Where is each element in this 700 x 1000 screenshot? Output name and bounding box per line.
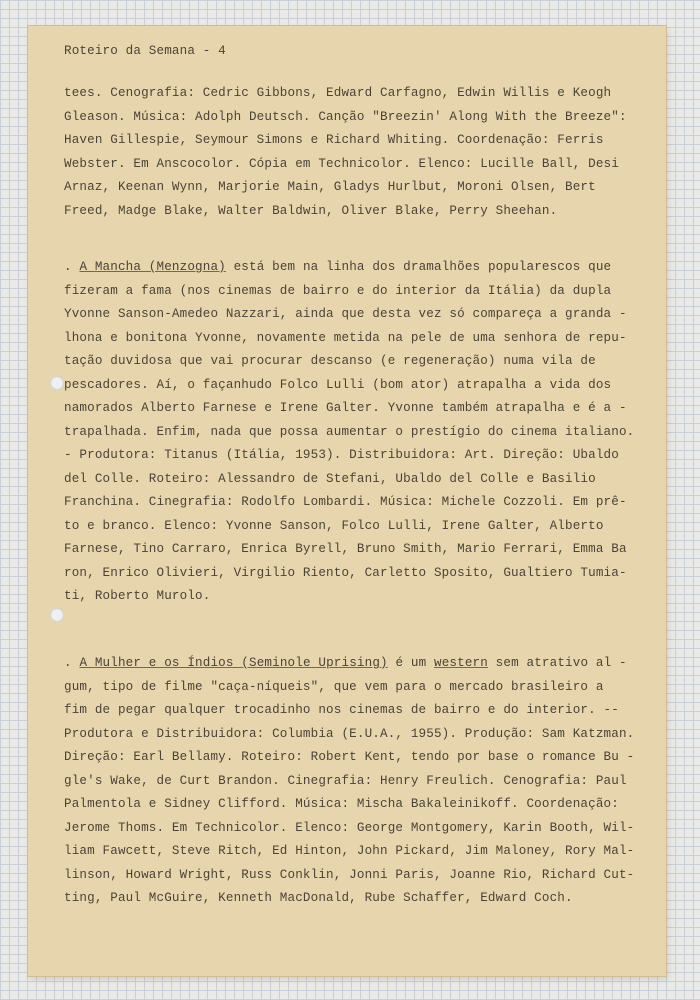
- typed-page: [28, 26, 666, 976]
- genre-word: western: [434, 656, 488, 670]
- paragraph-credits-continued: [64, 82, 634, 223]
- bullet: .: [64, 260, 72, 274]
- text-line: Yvonne Sanson-Amedeo Nazzari, ainda que desta vez só compareça a grandа -: [64, 307, 627, 321]
- text-line: ron, Enrico Olivieri, Virgilio Riento, Carletto Sposito, Gualtiero Tumia-: [64, 565, 627, 580]
- text-line: Gleason. Música: Adolph Deutsch. Canção "Breezin' Along With the Breeze":: [64, 109, 627, 124]
- text-line: ti, Roberto Murolo.: [64, 589, 211, 603]
- text-line: Palmentola e Sidney Clifford. Música: Mischa Bakaleinikoff. Coordenação:: [64, 797, 619, 811]
- text-line: tação duvidosa que vai procurar descanso (e regeneração) numa vila de: [64, 354, 596, 368]
- text-line: trapalhada. Enfim, nada que possa aumentar o prestígio do cinema italiano.: [64, 424, 635, 439]
- text-line: fizeram a fama (nos cinemas de bairro e do interior da Itália) da dupla: [64, 283, 612, 298]
- text-line: gum, tipo de filme "caça-níqueis", que vem para o mercado brasileiro a: [64, 679, 604, 694]
- paragraph-a-mancha: [64, 256, 634, 609]
- text-line: - Produtora: Titanus (Itália, 1953). Distribuidora: Art. Direção: Ubaldo: [64, 448, 619, 462]
- text-line: lhona e bonitona Yvonne, novamente metida na pele de uma senhora de repu-: [64, 330, 627, 345]
- text-line: ting, Paul McGuire, Kenneth MacDonald, Rube Schaffer, Edward Coch.: [64, 891, 573, 905]
- text-fragment: está bem na linha dos dramalhões popularescos que: [225, 260, 612, 274]
- text-line: Freed, Madge Blake, Walter Baldwin, Oliver Blake, Perry Sheehan.: [64, 203, 558, 218]
- text-line: fim de pegar qualquer trocadinho nos cinemas de bairro e do interior. --: [64, 703, 619, 717]
- text-line: Arnaz, Keenan Wynn, Marjorie Main, Gladys Hurlbut, Moroni Olsen, Bert: [64, 180, 596, 194]
- text-line: gle's Wake, de Curt Brandon. Cinegrafia: Henry Freulich. Cenografia: Paul: [64, 773, 627, 788]
- page-title: Roteiro da Semana - 4: [64, 44, 226, 58]
- text-line: to e branco. Elenco: Yvonne Sanson, Folco Lulli, Irene Galter, Alberto: [64, 518, 604, 533]
- text-line: Direção: Earl Bellamy. Roteiro: Robert Kent, tendo por base o romance Bu -: [64, 750, 635, 764]
- text-line: Farnese, Tino Carraro, Enrica Byrell, Bruno Smith, Mario Ferrari, Emma Ba: [64, 542, 627, 556]
- paragraph-a-mulher-e-os-indios: [64, 652, 634, 911]
- punch-hole: [50, 376, 64, 390]
- text-line: Webster. Em Anscocolor. Cópia em Technicolor. Elenco: Lucille Ball, Desi: [64, 156, 619, 171]
- text-fragment: é um: [387, 656, 434, 670]
- text-line: namorados Alberto Farnese e Irene Galter. Yvonne também atrapalha e é a -: [64, 401, 627, 415]
- text-line: Jerome Thoms. Em Technicolor. Elenco: George Montgomery, Karin Booth, Wil-: [64, 820, 635, 835]
- text-line: del Colle. Roteiro: Alessandro de Stefani, Ubaldo del Colle e Basilio: [64, 471, 596, 486]
- text-line: pescadores. Aí, o façanhudo Folco Lulli (bom ator) atrapalha a vida dos: [64, 377, 612, 392]
- text-line: Produtora e Distribuidora: Columbia (E.U.A., 1955). Produção: Sam Katzman.: [64, 726, 635, 741]
- page-header: [64, 40, 634, 64]
- film-title: A Mancha (Menzogna): [79, 260, 226, 274]
- text-line: liam Fawcett, Steve Ritch, Ed Hinton, John Pickard, Jim Maloney, Rory Mal-: [64, 844, 635, 858]
- text-line: Haven Gillespie, Seymour Simons e Richard Whiting. Coordenação: Ferris: [64, 133, 604, 147]
- text-fragment: sem atrativo al -: [487, 656, 627, 670]
- text-line: linson, Howard Wright, Russ Conklin, Jonni Paris, Joanne Rio, Richard Cut-: [64, 867, 635, 882]
- text-line: [64, 652, 634, 676]
- text-line: Franchina. Cinegrafia: Rodolfo Lombardi. Música: Michele Cozzoli. Em prê-: [64, 495, 627, 509]
- text-line: tees. Cenografia: Cedric Gibbons, Edward Carfagno, Edwin Willis e Keogh: [64, 86, 612, 100]
- text-line: [64, 256, 634, 280]
- film-title: A Mulher e os Índios (Seminole Uprising): [79, 656, 388, 670]
- bullet: .: [64, 656, 72, 670]
- punch-hole: [50, 608, 64, 622]
